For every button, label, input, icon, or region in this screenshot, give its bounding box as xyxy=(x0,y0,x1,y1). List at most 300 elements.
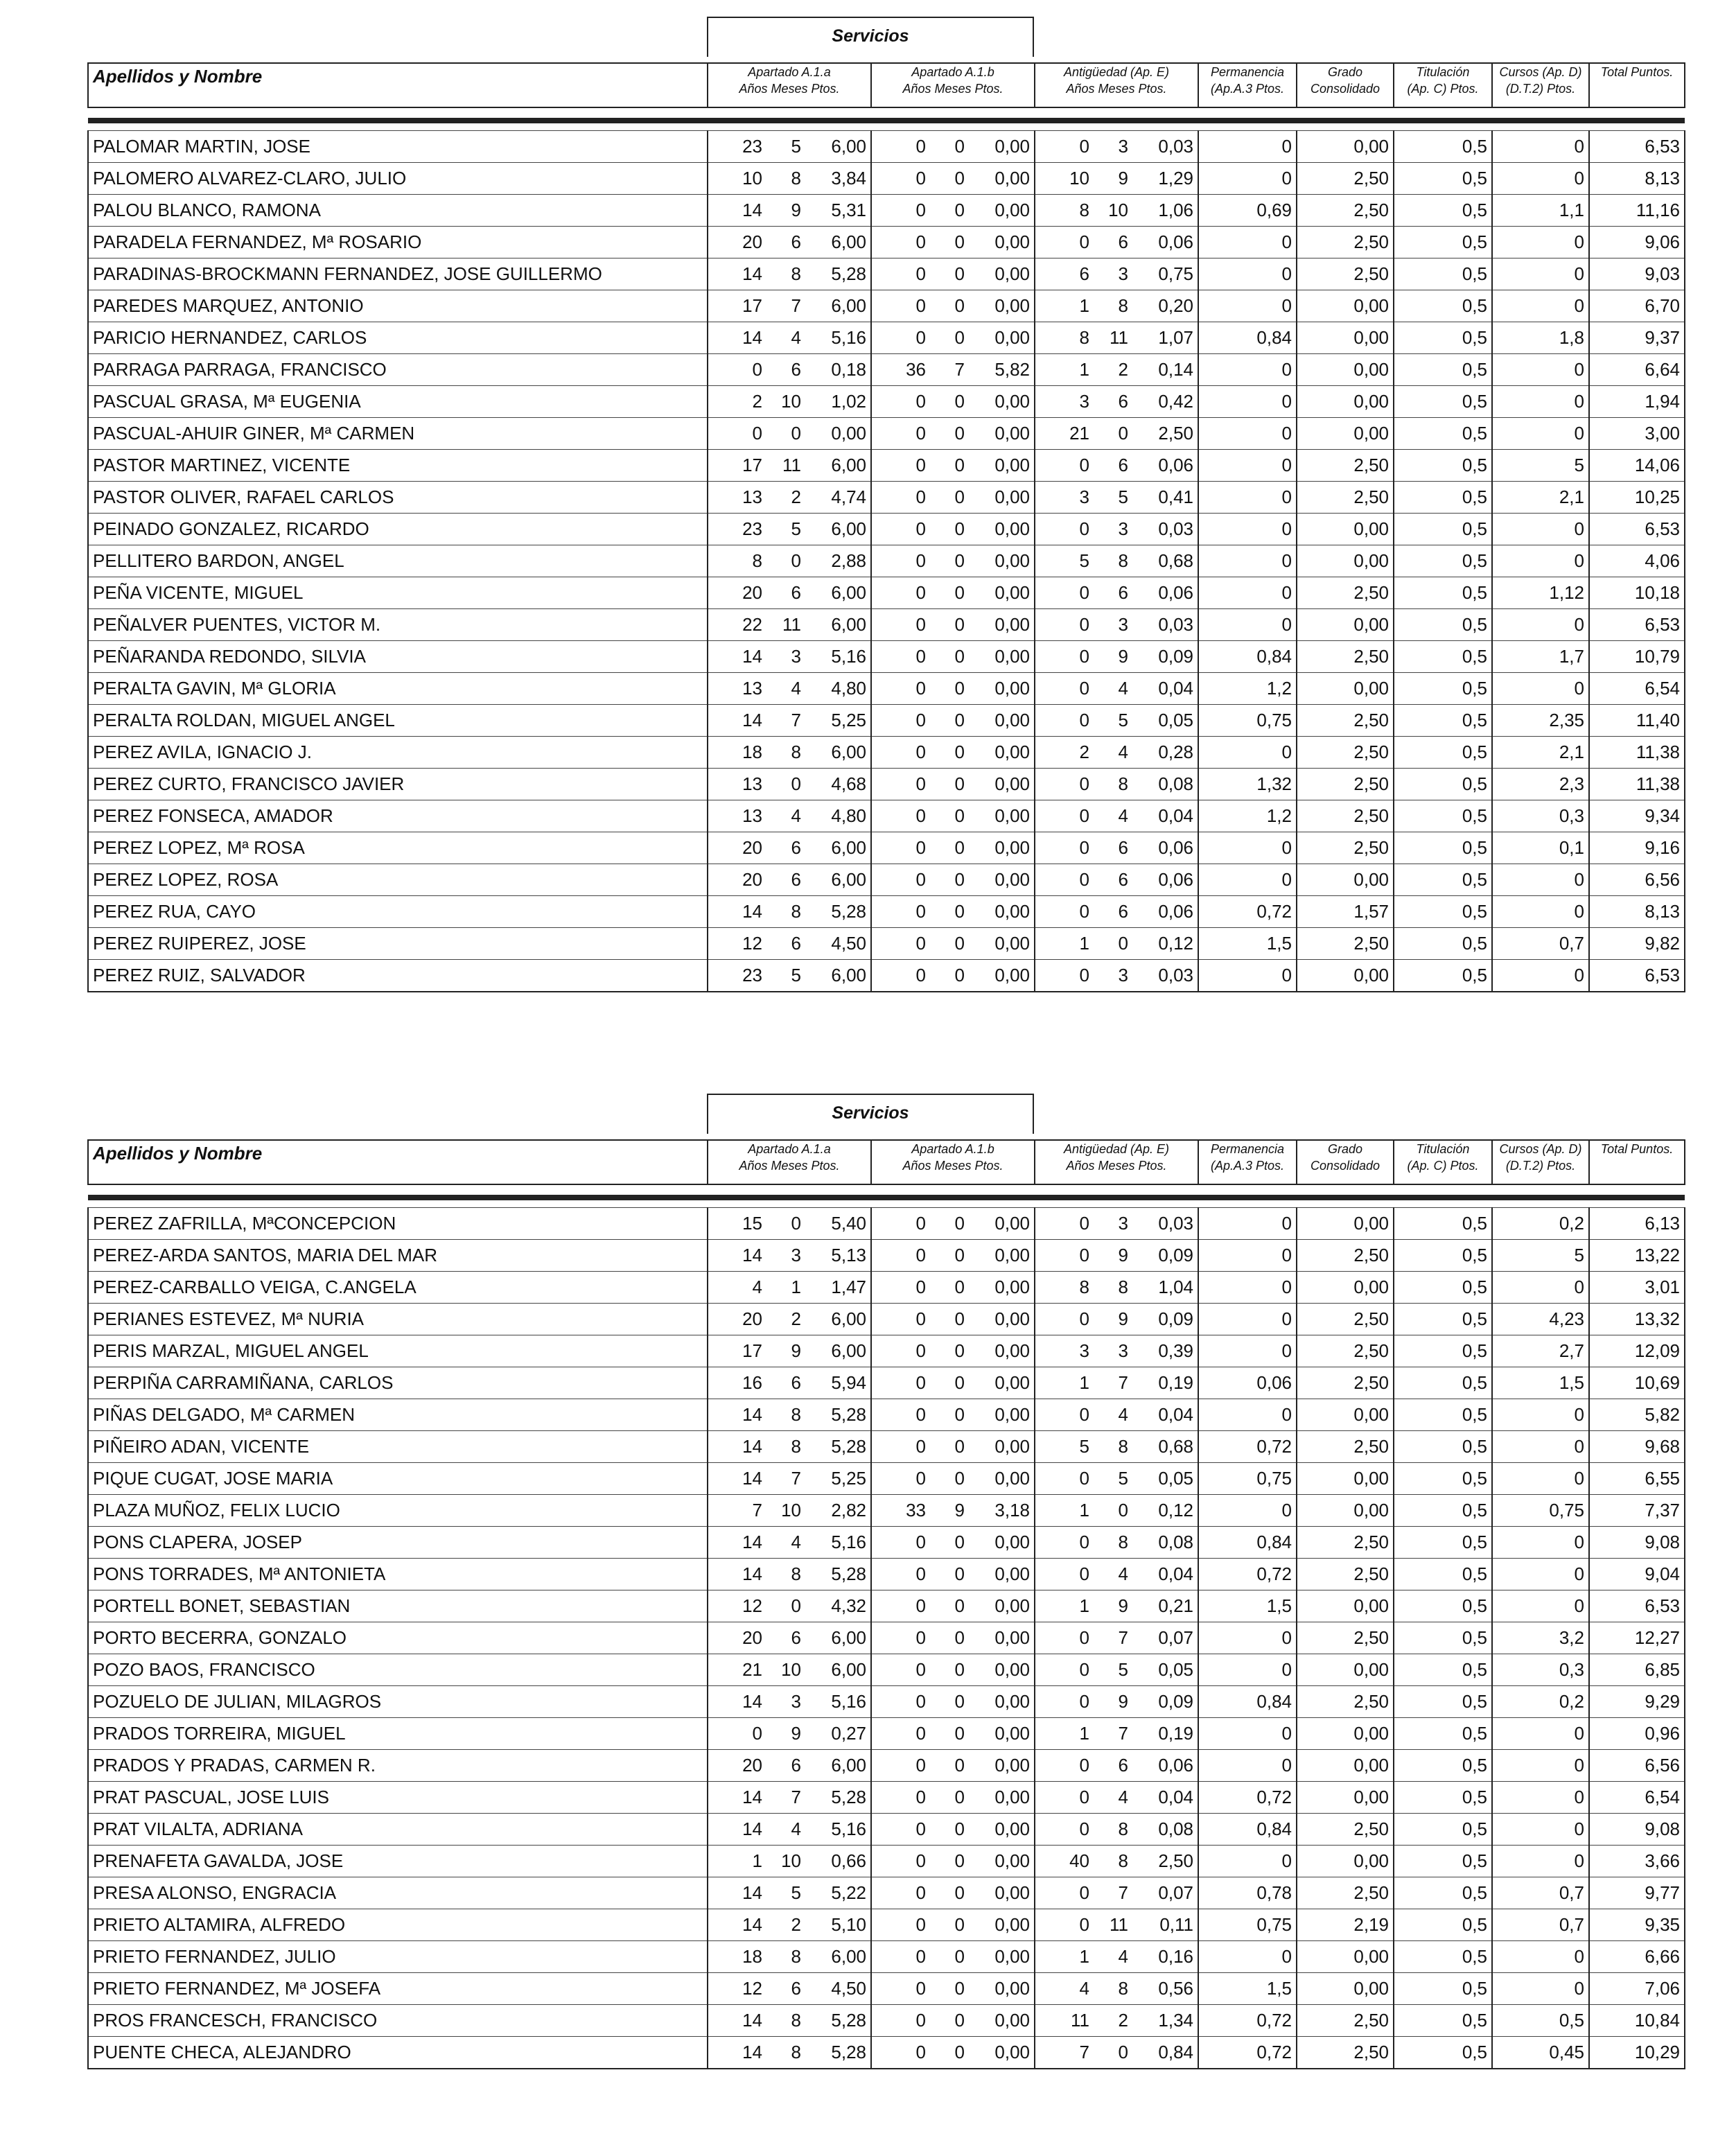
antiguedad-cell xyxy=(1035,1686,1198,1718)
total-value: 8,13 xyxy=(1589,163,1685,195)
total-value: 11,38 xyxy=(1589,737,1685,769)
antiguedad-years: 0 xyxy=(1079,1404,1089,1425)
a1a-points: 6,00 xyxy=(831,1946,866,1967)
a1b-points: 0,00 xyxy=(994,1245,1030,1265)
table-row xyxy=(88,769,1685,800)
a1a-points: 6,00 xyxy=(831,614,866,635)
cursos-value: 0,3 xyxy=(1492,1654,1589,1686)
total-value: 9,34 xyxy=(1589,800,1685,832)
employee-name: PONS TORRADES, Mª ANTONIETA xyxy=(88,1559,708,1590)
a1a-years: 23 xyxy=(742,964,762,985)
a1b-points: 0,00 xyxy=(994,710,1030,730)
a1a-cell xyxy=(708,896,871,928)
employee-name: PEREZ AVILA, IGNACIO J. xyxy=(88,737,708,769)
titulacion-value: 0,5 xyxy=(1394,1304,1492,1335)
permanencia-value: 0 xyxy=(1198,1718,1297,1750)
a1b-months: 0 xyxy=(954,1691,965,1712)
a1a-points: 5,28 xyxy=(831,901,866,922)
a1a-points: 5,28 xyxy=(831,1787,866,1807)
total-value: 10,18 xyxy=(1589,577,1685,609)
antiguedad-months: 4 xyxy=(1118,1563,1128,1584)
a1a-cell xyxy=(708,832,871,864)
employee-name: PRENAFETA GAVALDA, JOSE xyxy=(88,1846,708,1877)
a1b-cell xyxy=(871,1622,1035,1654)
antiguedad-months: 10 xyxy=(1108,200,1128,220)
table-row xyxy=(88,1941,1685,1973)
employee-name: PRADOS TORREIRA, MIGUEL xyxy=(88,1718,708,1750)
a1b-points: 3,18 xyxy=(994,1500,1030,1520)
a1b-years: 0 xyxy=(915,678,926,699)
antiguedad-cell xyxy=(1035,2005,1198,2037)
cursos-value: 0 xyxy=(1492,1399,1589,1431)
a1a-cell xyxy=(708,195,871,227)
cursos-value: 0 xyxy=(1492,163,1589,195)
a1a-cell xyxy=(708,322,871,354)
antiguedad-months: 4 xyxy=(1118,742,1128,762)
a1a-years: 14 xyxy=(742,200,762,220)
a1b-points: 0,00 xyxy=(994,136,1030,157)
permanencia-header-line2: (Ap.A.3 Ptos. xyxy=(1210,1159,1285,1173)
cursos-value: 0 xyxy=(1492,418,1589,450)
titulacion-value: 0,5 xyxy=(1394,418,1492,450)
a1a-points: 4,74 xyxy=(831,487,866,507)
employee-name: PIÑEIRO ADAN, VICENTE xyxy=(88,1431,708,1463)
antiguedad-months: 3 xyxy=(1118,518,1128,539)
antiguedad-points: 0,19 xyxy=(1158,1723,1193,1744)
a1a-cell xyxy=(708,1973,871,2005)
a1b-months: 0 xyxy=(954,1818,965,1839)
cursos-value: 0,2 xyxy=(1492,1686,1589,1718)
a1a-cell xyxy=(708,290,871,322)
a1b-cell xyxy=(871,609,1035,641)
a1a-points: 5,16 xyxy=(831,327,866,348)
a1a-months: 5 xyxy=(791,1882,801,1903)
grado-value: 0,00 xyxy=(1297,1590,1394,1622)
a1b-cell xyxy=(871,1463,1035,1495)
antiguedad-points: 0,08 xyxy=(1158,773,1193,794)
a1a-years: 23 xyxy=(742,518,762,539)
a1a-months: 6 xyxy=(791,1372,801,1393)
a1a-cell xyxy=(708,1399,871,1431)
titulacion-value: 0,5 xyxy=(1394,131,1492,163)
titulacion-value: 0,5 xyxy=(1394,800,1492,832)
titulacion-value: 0,5 xyxy=(1394,577,1492,609)
titulacion-header-line2: (Ap. C) Ptos. xyxy=(1407,1159,1479,1173)
total-value: 9,04 xyxy=(1589,1559,1685,1590)
employee-name: PEINADO GONZALEZ, RICARDO xyxy=(88,514,708,545)
grado-value: 2,50 xyxy=(1297,1622,1394,1654)
employee-name: PEREZ-ARDA SANTOS, MARIA DEL MAR xyxy=(88,1240,708,1272)
a1a-years: 4 xyxy=(752,1277,762,1297)
antiguedad-points: 0,09 xyxy=(1158,1691,1193,1712)
antiguedad-cell xyxy=(1035,673,1198,705)
a1b-cell xyxy=(871,1814,1035,1846)
antiguedad-months: 8 xyxy=(1118,1277,1128,1297)
a1b-points: 0,00 xyxy=(994,295,1030,316)
table-row xyxy=(88,1399,1685,1431)
a1a-months: 0 xyxy=(791,773,801,794)
a1a-cell xyxy=(708,737,871,769)
apartado-a1a-header-line1: Apartado A.1.a xyxy=(748,65,831,79)
cursos-value: 0 xyxy=(1492,1431,1589,1463)
antiguedad-cell xyxy=(1035,195,1198,227)
a1b-cell xyxy=(871,1909,1035,1941)
grado-value: 2,50 xyxy=(1297,1240,1394,1272)
antiguedad-months: 5 xyxy=(1118,487,1128,507)
a1a-years: 17 xyxy=(742,1340,762,1361)
a1b-points: 0,00 xyxy=(994,1946,1030,1967)
cursos-value: 2,1 xyxy=(1492,737,1589,769)
a1a-years: 20 xyxy=(742,1755,762,1776)
antiguedad-years: 0 xyxy=(1079,1882,1089,1903)
antiguedad-years: 1 xyxy=(1079,1723,1089,1744)
a1b-years: 0 xyxy=(915,933,926,954)
a1b-years: 0 xyxy=(915,1978,926,1999)
grado-value: 2,50 xyxy=(1297,928,1394,960)
a1b-months: 0 xyxy=(954,773,965,794)
a1a-years: 20 xyxy=(742,1627,762,1648)
cursos-header-line2: (D.T.2) Ptos. xyxy=(1505,82,1576,96)
permanencia-header xyxy=(1198,63,1297,107)
antiguedad-years: 8 xyxy=(1079,1277,1089,1297)
a1b-years: 0 xyxy=(915,231,926,252)
apartado-a1b-header-line2: Años Meses Ptos. xyxy=(902,1159,1003,1173)
a1a-cell xyxy=(708,386,871,418)
a1a-years: 0 xyxy=(752,1723,762,1744)
antiguedad-cell xyxy=(1035,290,1198,322)
titulacion-value: 0,5 xyxy=(1394,1208,1492,1240)
table-row xyxy=(88,1304,1685,1335)
a1b-points: 0,00 xyxy=(994,200,1030,220)
antiguedad-points: 0,03 xyxy=(1158,518,1193,539)
total-value: 9,35 xyxy=(1589,1909,1685,1941)
a1b-months: 0 xyxy=(954,1627,965,1648)
antiguedad-cell xyxy=(1035,450,1198,482)
antiguedad-header-line2: Años Meses Ptos. xyxy=(1066,82,1167,96)
employee-name: PRAT VILALTA, ADRIANA xyxy=(88,1814,708,1846)
a1b-years: 0 xyxy=(915,869,926,890)
antiguedad-years: 0 xyxy=(1079,1755,1089,1776)
grado-value: 0,00 xyxy=(1297,1495,1394,1527)
a1a-years: 10 xyxy=(742,168,762,189)
employee-name: PEÑA VICENTE, MIGUEL xyxy=(88,577,708,609)
table-row xyxy=(88,1367,1685,1399)
permanencia-value: 0 xyxy=(1198,1846,1297,1877)
antiguedad-points: 0,06 xyxy=(1158,455,1193,475)
a1b-points: 0,00 xyxy=(994,678,1030,699)
a1a-years: 14 xyxy=(742,1245,762,1265)
antiguedad-points: 0,12 xyxy=(1158,933,1193,954)
total-value: 10,29 xyxy=(1589,2037,1685,2069)
a1a-months: 5 xyxy=(791,136,801,157)
permanencia-value: 0 xyxy=(1198,163,1297,195)
a1a-months: 8 xyxy=(791,1436,801,1457)
a1a-months: 8 xyxy=(791,742,801,762)
antiguedad-cell xyxy=(1035,1654,1198,1686)
antiguedad-points: 0,42 xyxy=(1158,391,1193,412)
antiguedad-points: 1,34 xyxy=(1158,2010,1193,2031)
a1b-points: 0,00 xyxy=(994,1213,1030,1234)
grado-header xyxy=(1297,1140,1394,1184)
grado-value: 0,00 xyxy=(1297,1463,1394,1495)
table-header xyxy=(88,63,1685,131)
a1a-cell xyxy=(708,258,871,290)
a1a-points: 5,28 xyxy=(831,1436,866,1457)
a1a-months: 10 xyxy=(781,391,801,412)
antiguedad-months: 11 xyxy=(1110,327,1128,348)
table-row xyxy=(88,1495,1685,1527)
a1b-months: 0 xyxy=(954,1946,965,1967)
table-row xyxy=(88,322,1685,354)
a1b-years: 0 xyxy=(915,901,926,922)
permanencia-header xyxy=(1198,1140,1297,1184)
employee-name: POZUELO DE JULIAN, MILAGROS xyxy=(88,1686,708,1718)
a1b-cell xyxy=(871,131,1035,163)
a1b-points: 0,00 xyxy=(994,550,1030,571)
antiguedad-years: 0 xyxy=(1079,678,1089,699)
permanencia-value: 0 xyxy=(1198,131,1297,163)
a1a-months: 3 xyxy=(791,646,801,667)
antiguedad-cell xyxy=(1035,354,1198,386)
antiguedad-points: 0,28 xyxy=(1158,742,1193,762)
table-row xyxy=(88,1208,1685,1240)
a1b-years: 0 xyxy=(915,582,926,603)
a1a-years: 20 xyxy=(742,1308,762,1329)
employee-name: PRADOS Y PRADAS, CARMEN R. xyxy=(88,1750,708,1782)
employee-name: PERPIÑA CARRAMIÑANA, CARLOS xyxy=(88,1367,708,1399)
a1a-months: 4 xyxy=(791,1532,801,1552)
antiguedad-months: 4 xyxy=(1118,1787,1128,1807)
a1a-cell xyxy=(708,1431,871,1463)
cursos-value: 0 xyxy=(1492,354,1589,386)
cursos-header xyxy=(1492,63,1589,107)
a1b-months: 0 xyxy=(954,964,965,985)
antiguedad-cell xyxy=(1035,641,1198,673)
a1b-cell xyxy=(871,800,1035,832)
a1b-months: 0 xyxy=(954,1532,965,1552)
titulacion-value: 0,5 xyxy=(1394,1399,1492,1431)
total-value: 8,13 xyxy=(1589,896,1685,928)
a1b-years: 0 xyxy=(915,964,926,985)
grado-value: 0,00 xyxy=(1297,1973,1394,2005)
antiguedad-months: 6 xyxy=(1118,837,1128,858)
a1a-points: 6,00 xyxy=(831,295,866,316)
antiguedad-points: 0,08 xyxy=(1158,1532,1193,1552)
total-value: 9,08 xyxy=(1589,1814,1685,1846)
a1a-months: 6 xyxy=(791,582,801,603)
cursos-value: 0 xyxy=(1492,1272,1589,1304)
employee-name: PRAT PASCUAL, JOSE LUIS xyxy=(88,1782,708,1814)
a1b-years: 0 xyxy=(915,614,926,635)
permanencia-value: 0,72 xyxy=(1198,896,1297,928)
antiguedad-months: 9 xyxy=(1118,1245,1128,1265)
antiguedad-points: 0,41 xyxy=(1158,487,1193,507)
a1b-cell xyxy=(871,737,1035,769)
a1a-cell xyxy=(708,482,871,514)
a1b-years: 0 xyxy=(915,1946,926,1967)
total-value: 6,54 xyxy=(1589,1782,1685,1814)
permanencia-value: 0 xyxy=(1198,1622,1297,1654)
a1b-cell xyxy=(871,577,1035,609)
cursos-value: 0,7 xyxy=(1492,928,1589,960)
antiguedad-months: 6 xyxy=(1118,582,1128,603)
permanencia-value: 0 xyxy=(1198,864,1297,896)
total-value: 14,06 xyxy=(1589,450,1685,482)
a1b-years: 0 xyxy=(915,200,926,220)
antiguedad-cell xyxy=(1035,386,1198,418)
permanencia-value: 1,2 xyxy=(1198,800,1297,832)
grado-value: 2,50 xyxy=(1297,1559,1394,1590)
cursos-value: 0 xyxy=(1492,1718,1589,1750)
permanencia-value: 0,69 xyxy=(1198,195,1297,227)
a1a-months: 8 xyxy=(791,2041,801,2062)
a1b-years: 0 xyxy=(915,487,926,507)
titulacion-header xyxy=(1394,63,1492,107)
grado-value: 0,00 xyxy=(1297,354,1394,386)
table-row xyxy=(88,1846,1685,1877)
a1b-months: 0 xyxy=(954,2041,965,2062)
titulacion-value: 0,5 xyxy=(1394,1973,1492,2005)
antiguedad-header-line1: Antigüedad (Ap. E) xyxy=(1063,65,1170,79)
grado-value: 0,00 xyxy=(1297,1272,1394,1304)
a1b-points: 0,00 xyxy=(994,1882,1030,1903)
a1b-months: 0 xyxy=(954,582,965,603)
permanencia-value: 0,84 xyxy=(1198,322,1297,354)
titulacion-value: 0,5 xyxy=(1394,1846,1492,1877)
a1a-years: 8 xyxy=(752,550,762,571)
antiguedad-cell xyxy=(1035,1559,1198,1590)
antiguedad-cell xyxy=(1035,577,1198,609)
grado-value: 2,50 xyxy=(1297,737,1394,769)
grado-value: 2,50 xyxy=(1297,577,1394,609)
a1b-points: 0,00 xyxy=(994,487,1030,507)
titulacion-value: 0,5 xyxy=(1394,386,1492,418)
a1a-months: 2 xyxy=(791,1914,801,1935)
employee-name: PEÑALVER PUENTES, VICTOR M. xyxy=(88,609,708,641)
cursos-value: 2,35 xyxy=(1492,705,1589,737)
titulacion-value: 0,5 xyxy=(1394,195,1492,227)
a1b-cell xyxy=(871,832,1035,864)
antiguedad-years: 10 xyxy=(1069,168,1089,189)
cursos-value: 0,75 xyxy=(1492,1495,1589,1527)
a1a-points: 5,22 xyxy=(831,1882,866,1903)
antiguedad-cell xyxy=(1035,545,1198,577)
a1b-months: 0 xyxy=(954,901,965,922)
a1a-months: 8 xyxy=(791,1946,801,1967)
cursos-header-line2: (D.T.2) Ptos. xyxy=(1505,1159,1576,1173)
titulacion-header-line1: Titulación xyxy=(1416,65,1470,79)
table-row xyxy=(88,227,1685,258)
grado-value: 0,00 xyxy=(1297,290,1394,322)
antiguedad-months: 3 xyxy=(1118,1340,1128,1361)
a1a-cell xyxy=(708,769,871,800)
table-row xyxy=(88,1686,1685,1718)
antiguedad-points: 0,16 xyxy=(1158,1946,1193,1967)
grado-value: 0,00 xyxy=(1297,1208,1394,1240)
titulacion-value: 0,5 xyxy=(1394,1559,1492,1590)
permanencia-value: 1,2 xyxy=(1198,673,1297,705)
a1b-points: 0,00 xyxy=(994,1340,1030,1361)
a1a-cell xyxy=(708,1463,871,1495)
antiguedad-months: 3 xyxy=(1118,263,1128,284)
grado-value: 2,50 xyxy=(1297,800,1394,832)
cursos-value: 0 xyxy=(1492,1750,1589,1782)
a1b-months: 0 xyxy=(954,518,965,539)
titulacion-value: 0,5 xyxy=(1394,1718,1492,1750)
scores-table xyxy=(87,1139,1685,2069)
antiguedad-years: 0 xyxy=(1079,1691,1089,1712)
antiguedad-points: 0,03 xyxy=(1158,136,1193,157)
a1b-cell xyxy=(871,1686,1035,1718)
total-value: 7,06 xyxy=(1589,1973,1685,2005)
antiguedad-years: 0 xyxy=(1079,582,1089,603)
total-value: 6,53 xyxy=(1589,131,1685,163)
a1a-cell xyxy=(708,1208,871,1240)
antiguedad-months: 0 xyxy=(1118,1500,1128,1520)
a1a-points: 4,50 xyxy=(831,933,866,954)
antiguedad-years: 0 xyxy=(1079,136,1089,157)
permanencia-value: 0 xyxy=(1198,1495,1297,1527)
a1a-months: 9 xyxy=(791,200,801,220)
titulacion-value: 0,5 xyxy=(1394,832,1492,864)
antiguedad-years: 1 xyxy=(1079,933,1089,954)
a1b-years: 0 xyxy=(915,837,926,858)
a1b-cell xyxy=(871,1559,1035,1590)
a1b-years: 0 xyxy=(915,1277,926,1297)
a1a-years: 14 xyxy=(742,710,762,730)
a1b-cell xyxy=(871,163,1035,195)
permanencia-value: 0 xyxy=(1198,577,1297,609)
grado-value: 2,50 xyxy=(1297,163,1394,195)
a1a-months: 6 xyxy=(791,1627,801,1648)
grado-value: 2,50 xyxy=(1297,769,1394,800)
cursos-header-line1: Cursos (Ap. D) xyxy=(1499,1142,1582,1156)
a1a-years: 14 xyxy=(742,2041,762,2062)
a1a-months: 10 xyxy=(781,1500,801,1520)
employee-name: PEREZ-CARBALLO VEIGA, C.ANGELA xyxy=(88,1272,708,1304)
a1b-cell xyxy=(871,1431,1035,1463)
antiguedad-years: 0 xyxy=(1079,646,1089,667)
table-row xyxy=(88,1654,1685,1686)
cursos-value: 0,2 xyxy=(1492,1208,1589,1240)
a1a-years: 14 xyxy=(742,1563,762,1584)
total-value: 10,84 xyxy=(1589,2005,1685,2037)
a1b-points: 0,00 xyxy=(994,964,1030,985)
a1b-months: 0 xyxy=(954,231,965,252)
total-value: 6,85 xyxy=(1589,1654,1685,1686)
antiguedad-months: 8 xyxy=(1118,1978,1128,1999)
antiguedad-years: 0 xyxy=(1079,773,1089,794)
antiguedad-cell xyxy=(1035,322,1198,354)
a1a-cell xyxy=(708,418,871,450)
permanencia-value: 0 xyxy=(1198,482,1297,514)
permanencia-header-line2: (Ap.A.3 Ptos. xyxy=(1210,82,1285,96)
grado-header-line2: Consolidado xyxy=(1310,1159,1380,1173)
titulacion-value: 0,5 xyxy=(1394,1463,1492,1495)
table-row xyxy=(88,386,1685,418)
a1a-months: 1 xyxy=(791,1277,801,1297)
titulacion-value: 0,5 xyxy=(1394,928,1492,960)
a1a-years: 14 xyxy=(742,327,762,348)
a1b-points: 0,00 xyxy=(994,327,1030,348)
a1b-points: 5,82 xyxy=(994,359,1030,380)
total-value: 11,40 xyxy=(1589,705,1685,737)
a1a-years: 14 xyxy=(742,2010,762,2031)
a1b-months: 0 xyxy=(954,327,965,348)
cursos-value: 0,45 xyxy=(1492,2037,1589,2069)
antiguedad-months: 7 xyxy=(1118,1372,1128,1393)
antiguedad-years: 1 xyxy=(1079,1372,1089,1393)
